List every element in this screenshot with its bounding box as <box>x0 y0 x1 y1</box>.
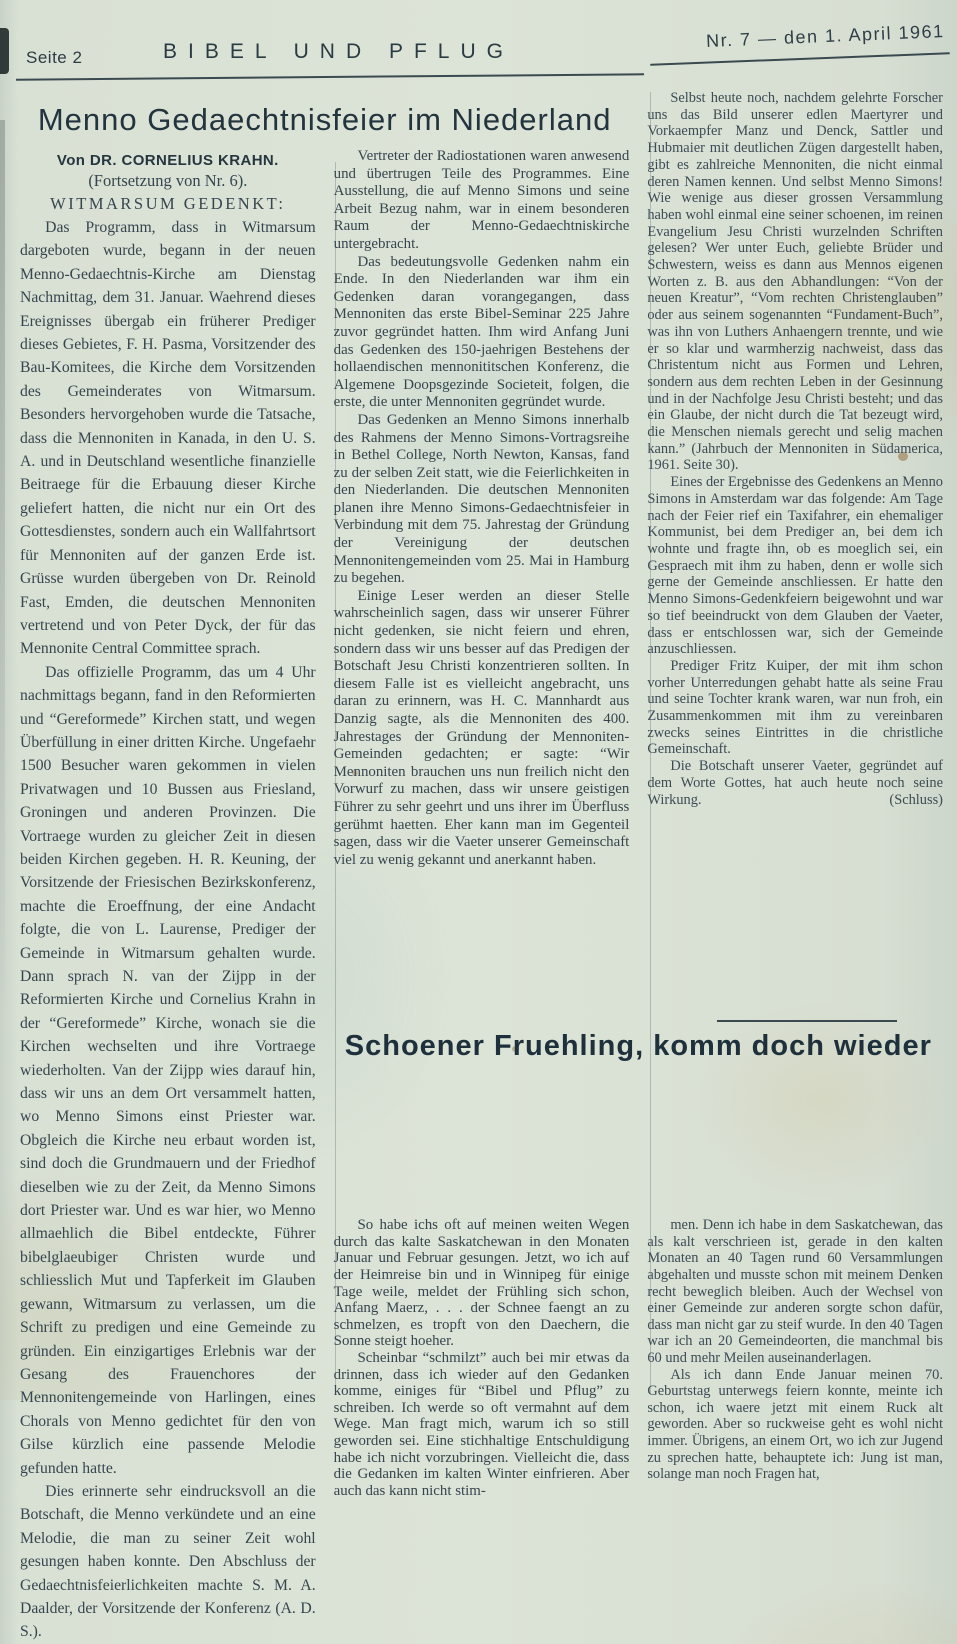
paragraph: Das Gedenken an Menno Simons innerhalb des Rahmens der Menno Simons-Vortragsreihe in Bethel College, North Newton, Kansas, fand zu der selben Zeit statt, wie die Feierlichkeiten in den Niederlanden. Die deutschen Mennoniten planen ihre Menno Simons-Gedaechtnisfeier in Verbindung mit dem 75. Jahrestag der Gründung der Vereinigung der deutschen Mennonitengemeinden vom 25. Mai in Hamburg zu begehen. <box>333 411 630 587</box>
article2-headline: Schoener Fruehling, komm doch wieder <box>334 1020 943 1207</box>
issue-date-line: Nr. 7 — den 1. April 1961 <box>706 21 946 51</box>
paragraph: Das bedeutungsvolle Gedenken nahm ein Ende. In den Niederlanden war ihm ein Gedenken daran vorangegangen, dass Mennoniten das erste Bibel-Seminar 225 Jahre zuvor gegründet hatten. Ihm wird Anfang Juni das Gedenken des 150-jaehrigen Bestehens der hollaendischen mennonititschen Konferenz, die Algemene Doopsgezinde Societeit, folgen, die erste, die unter Mennoniten gegründet wurde. <box>333 253 630 411</box>
page-body <box>0 88 957 1644</box>
paragraph: Scheinbar “schmilzt” auch bei mir etwas da drinnen, dass ich wieder auf den Gedanken komme, einiges für “Bibel und Pflug” zu schreiben. Ich werde so oft vermahnt auf dem Wege. Man fragt mich, warum ich so still geworden sei. Eine stichhaltige Entschuldigung habe ich nicht vorzubringen. Vielleicht die, dass die Gedanken im kalten Winter einfrieren. Aber auch das kann nicht stim- <box>333 1349 630 1499</box>
page-header <box>0 0 957 88</box>
article1-column-3-text <box>647 90 943 808</box>
paragraph: Das offizielle Programm, das um 4 Uhr nachmittags begann, fand in den Reformierten und “Gereformede” Kirchen statt, und wegen Überfüllung in einer dritten Kirche. Ungefaehr 1500 Besucher waren gekommen in vielen Privatwagen und 10 Bussen aus Friesland, Groningen und anderen Provinzen. Die Vortraege wurden zu gleicher Zeit in diesen beiden Kirchen gegeben. H. R. Keuning, der Vorsitzende der Friesischen Bezirkskonferenz, machte die Eroeffnung, der eine Andacht folgte, die von L. Laurense, Prediger der Gemeinde in Witmarsum gehalten wurde. Dann sprach N. van der Zijpp in der Reformierten Kirche und Cornelius Krahn in der “Gereformede” Kirche, wonach sie die Kirchen wechselten und ihre Vortraege wiederholten. Van der Zijpp wies darauf hin, dass wir uns an dem Ort versammelt hatten, wo Menno Simons einst Priester war. Obgleich die Kirche neu erbaut worden ist, sind doch die Grundmauern und der Friedhof dieselben wie zu der Zeit, da Menno Simons dort Priester war. Und es war hier, wo Menno allmaehlich die Bibel entdeckte, Führer bibelglaeubiger Christen wurde und schliesslich Mut und Tapferkeit im Glauben gewann, Witmarsum zu verlassen, um die Schrift zu predigen und eine Gemeinde zu gründen. Ein einzigartiges Erlebnis war der Gesang des Frauenchores der Mennonitengemeinde von Harlingen, eines Chorals von Menno gedichtet für den von Gilse kürzlich eine passende Melodie gefunden hatte. <box>20 663 316 1477</box>
paragraph: So habe ichs oft auf meinen weiten Wegen durch das kalte Saskatchewan in den Monaten Januar und Februar gesungen. Jetzt, wo ich auf der Heimreise bin und in Winnipeg für einige Tage weile, meldet der Frühling sich schon, Anfang Maerz, . . . der Schnee faengt an zu schmelzen, es tropft von den Daechern, die Sonne steigt hoeher. <box>333 1217 630 1350</box>
article1-column-3 <box>647 88 943 1014</box>
article1-closing-mark: (Schluss) <box>889 791 943 808</box>
article1-byline: Von DR. CORNELIUS KRAHN. <box>56 152 279 169</box>
article1-column-1 <box>20 148 316 1644</box>
article2-column-2 <box>647 1217 943 1644</box>
article1-column-1-text <box>20 216 316 1644</box>
page-number-label: Seite 2 <box>26 48 83 67</box>
paragraph: Eines der Ergebnisse des Gedenkens an Menno Simons in Amsterdam war das folgende: Am Tage nach der Feier rief ein Taxifahrer, ein ehemaliger Kommunist, bei dem Prediger an, bei dem ich wohnte und fragte ihn, ob es moeglich sei, ein Gespraech mit ihm zu haben, denn er wolle sich gerne der Gemeinde anschliessen. Er hatte den Menno Simons-Gedenkfeiern beigewohnt und war so tief beeindruckt von dem Glauben der Vaeter, dass er entschlossen war, sich der Gemeinde anzuschliessen. <box>647 474 943 658</box>
paragraph: Vertreter der Radiostationen waren anwesend und übertrugen Teile des Programmes. Eine Ausstellung, die auf Menno Simons und seine Arbeit Bezug nahm, war in einem besonderen Raum der Menno-Gedaechtniskirche untergebracht. <box>333 148 630 252</box>
article2-column-1 <box>334 1217 630 1644</box>
paragraph: Als ich dann Ende Januar meinen 70. Geburtstag unterwegs feiern konnte, meinte ich schon, ich waere jetzt mit einem Ruck alt geworden. Aber so ruckweise geht es wohl nicht immer. Übrigens, an einem Ort, wo ich zur Jugend zu sprechen hatte, behauptete ich: Jung ist man, solange man noch Fragen hat, <box>647 1366 943 1483</box>
paragraph: Die Botschaft unserer Vaeter, gegründet auf dem Worte Gottes, hat auch heute noch seine Wirkung. <box>647 758 943 808</box>
header-rule-left <box>16 73 644 80</box>
article1-section-heading: WITMARSUM GEDENKT: <box>50 194 286 213</box>
header-rule-right <box>650 52 950 66</box>
paragraph: Einige Leser werden an dieser Stelle wahrscheinlich sagen, dass wir unserer Führer nicht gedenken, sie nicht feiern und ehren, sondern dass wir uns besser auf das Predigen der Botschaft Jesu Christi konzentrieren sollten. In diesem Falle ist es vielleicht angebracht, uns daran zu erinnern, was H. C. Mannhardt aus Danzig sagte, als die Mennoniten des 400. Jahrestages der Gründung der Mennoniten-Gemeinden gedachten; er sagte: “Wir Mennoniten brauchen uns nun freilich nicht den Vorwurf zu machen, dass wir unsere geistigen Führer zu sehr geehrt und uns ihrer im Überfluss gerühmt haetten. Eher kann man im Gegenteil sagen, dass wir die Vaeter unserer Gemeinschaft viel zu wenig gekannt und anerkannt haben. <box>333 587 630 868</box>
paragraph: Dies erinnerte sehr eindrucksvoll an die Botschaft, die Menno verkündete und an eine Melodie, die man zu seiner Zeit wohl gesungen haben konnte. Den Abschluss der Gedaechtnisfeierlichkeiten machte S. M. A. Daalder, der Vorsitzende der Konferenz (A. D. S.). <box>20 1482 316 1641</box>
article1-headline: Menno Gedaechtnisfeier im Niederland <box>37 102 612 137</box>
newspaper-masthead: BIBEL UND PFLUG <box>163 40 514 63</box>
paragraph: Das Programm, dass in Witmarsum dargeboten wurde, begann in der neuen Menno-Gedaechtnis-Kirche am Dienstag Nachmittag, dem 31. Januar. Waehrend dieses Ereignisses übergab ein früherer Prediger dieses Gebietes, F. H. Pasma, Vorsitzender des Bau-Komitees, die Kirche dem Vorsitzenden des Gemeinderates von Witmarsum. Besonders hervorgehoben wurde die Tatsache, dass die Mennoniten in Kanada, in den U. S. A. und in Deutschland wesentliche finanzielle Beitraege für die Erbauung dieser Kirche geliefert hatten, die nicht nur ein Ort des Gottesdienstes, sondern auch ein Wallfahrtsort für Mennoniten auf der ganzen Erde ist. Grüsse wurden übergeben von Dr. Reinold Fast, Emden, die deutschen Mennoniten vertretend und von Peter Dyck, der für das Mennonite Central Committee sprach. <box>20 219 316 658</box>
paragraph: Selbst heute noch, nachdem gelehrte Forscher uns das Bild unserer edlen Maertyrer und Vorkaempfer Manz und Denck, Sattler und Hubmaier mit deutlichen Zügen dargestellt haben, gibt es zahlreiche Mennoniten, die nicht einmal deren Namen kennen. Und selbst Menno Simons! Wie wenige aus dieser grossen Versammlung haben wohl einmal eine seiner schoenen, im reinen Evangelium Jesu Christi wurzelnden Schriften gelesen? Wer unter Euch, geliebte Brüder und Schwestern, weiss es dann aus Mennos eigenen Worten z. B. aus den Abhandlungen: “Von der neuen Kreatur”, “Vom rechten Christenglauben” oder aus seinem sogenannten “Fundament-Buch”, was ihn von Luthers Anhaengern trennte, und wie er so klar und warmherzig nachweist, dass das Christentum nicht aus Formen und Lehren, sondern aus dem rechten Leben in der Gesinnung und in der Nachfolge Jesu Christi besteht; und das ein Glaube, der nicht durch die Tat bezeugt wird, die Menschen niemals gerecht und selig machen kann.” (Jahrbuch der Mennoniten in Südamerica, 1961. Seite 30). <box>647 90 943 474</box>
article1-continuation-note: (Fortsetzung von Nr. 6). <box>88 171 248 190</box>
article1-column-2 <box>334 148 630 1014</box>
paragraph: Prediger Fritz Kuiper, der mit ihm schon vorher Unterredungen gehabt hatte als seine Frau und seine Tochter krank waren, war nun froh, ein Zusammenkommen mit ihm zu vereinbaren zwecks seines Eintrittes in die christliche Gemeinschaft. <box>647 657 943 758</box>
paragraph: men. Denn ich habe in dem Saskatchewan, das als kalt verschrieen ist, gerade in den kalten Monaten an 40 Tagen rund 60 Versammlungen abgehalten und musste schon mit meinem Denken recht beweglich bleiben. Auch der Wechsel von einer Gemeinde zur anderen sorgte schon dafür, dass man nicht gar zu steif wurde. In den 40 Tagen war ich an 20 Gemeindeorten, die manchmal bis 60 und mehr Meilen auseinanderlagen. <box>647 1217 943 1366</box>
